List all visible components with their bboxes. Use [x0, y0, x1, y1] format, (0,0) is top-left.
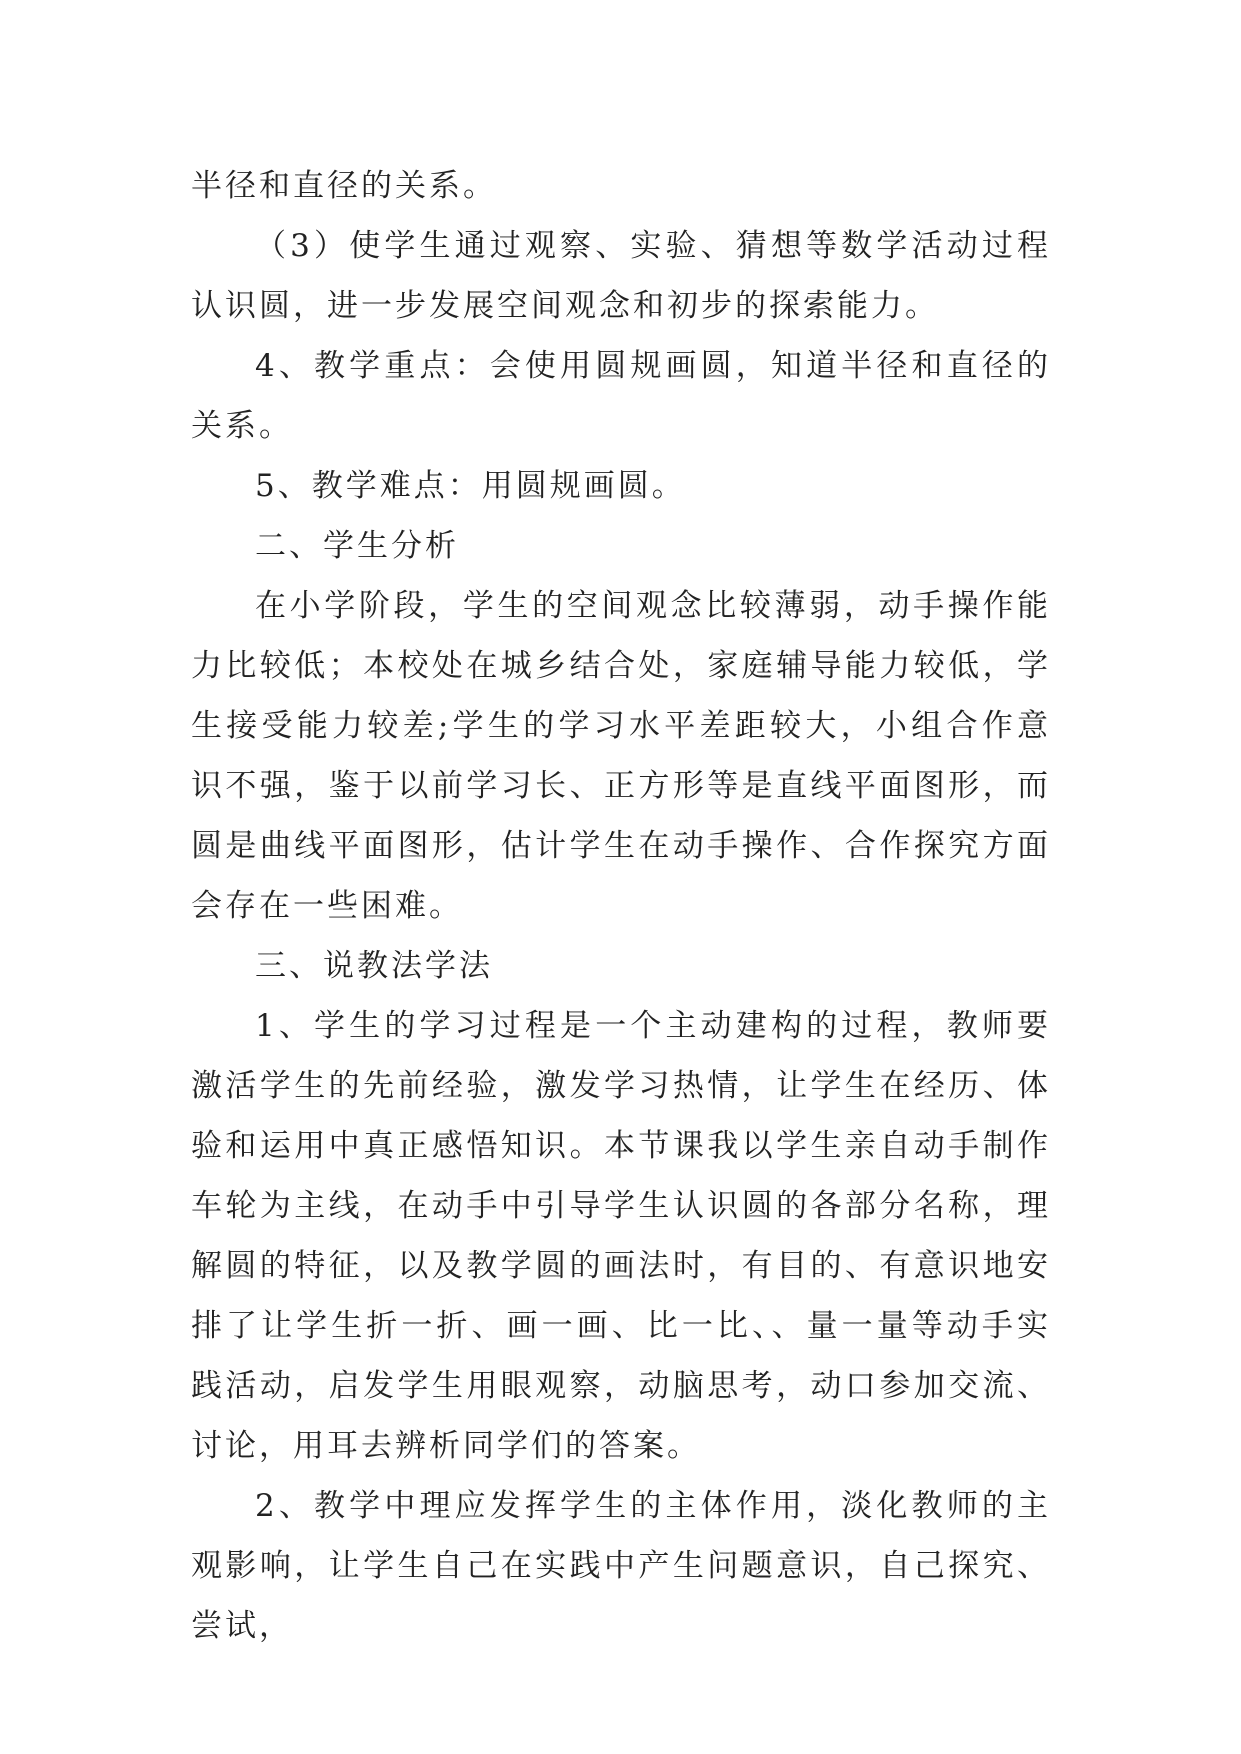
paragraph-1: 半径和直径的关系。 — [191, 168, 497, 204]
paragraph-5: 在小学阶段，学生的空间观念比较薄弱，动手操作能力比较低；本校处在城乡结合处，家庭辅导能力较低，学生接受能力较差;学生的学习水平差距较大，小组合作意识不强，鉴于以前学习长、正方形等是直线平面图形，而圆是曲线平面图形，估计学生在动手操作、合作探究方面会存在一些困难。 — [191, 588, 1051, 924]
section-heading-teaching-methods: 三、说教法学法 — [255, 948, 493, 984]
paragraph-3: 4、教学重点：会使用圆规画圆，知道半径和直径的关系。 — [191, 348, 1051, 444]
paragraph-4: 5、教学难点：用圆规画圆。 — [255, 468, 686, 504]
paragraph-2: （3）使学生通过观察、实验、猜想等数学活动过程认识圆，进一步发展空间观念和初步的探索能力。 — [191, 228, 1051, 324]
paragraph-6: 1、学生的学习过程是一个主动建构的过程，教师要激活学生的先前经验，激发学习热情，让学生在经历、体验和运用中真正感悟知识。本节课我以学生亲自动手制作车轮为主线，在动手中引导学生认识圆的各部分名称，理解圆的特征，以及教学圆的画法时，有目的、有意识地安排了让学生折一折、画一画、比一比、、量一量等动手实践活动，启发学生用眼观察，动脑思考，动口参加交流、讨论，用耳去辨析同学们的答案。 — [191, 1008, 1051, 1464]
document-body — [191, 156, 1051, 1656]
paragraph-7: 2、教学中理应发挥学生的主体作用，淡化教师的主观影响，让学生自己在实践中产生问题意识，自己探究、尝试， — [191, 1488, 1051, 1644]
section-heading-student-analysis: 二、学生分析 — [255, 528, 459, 564]
